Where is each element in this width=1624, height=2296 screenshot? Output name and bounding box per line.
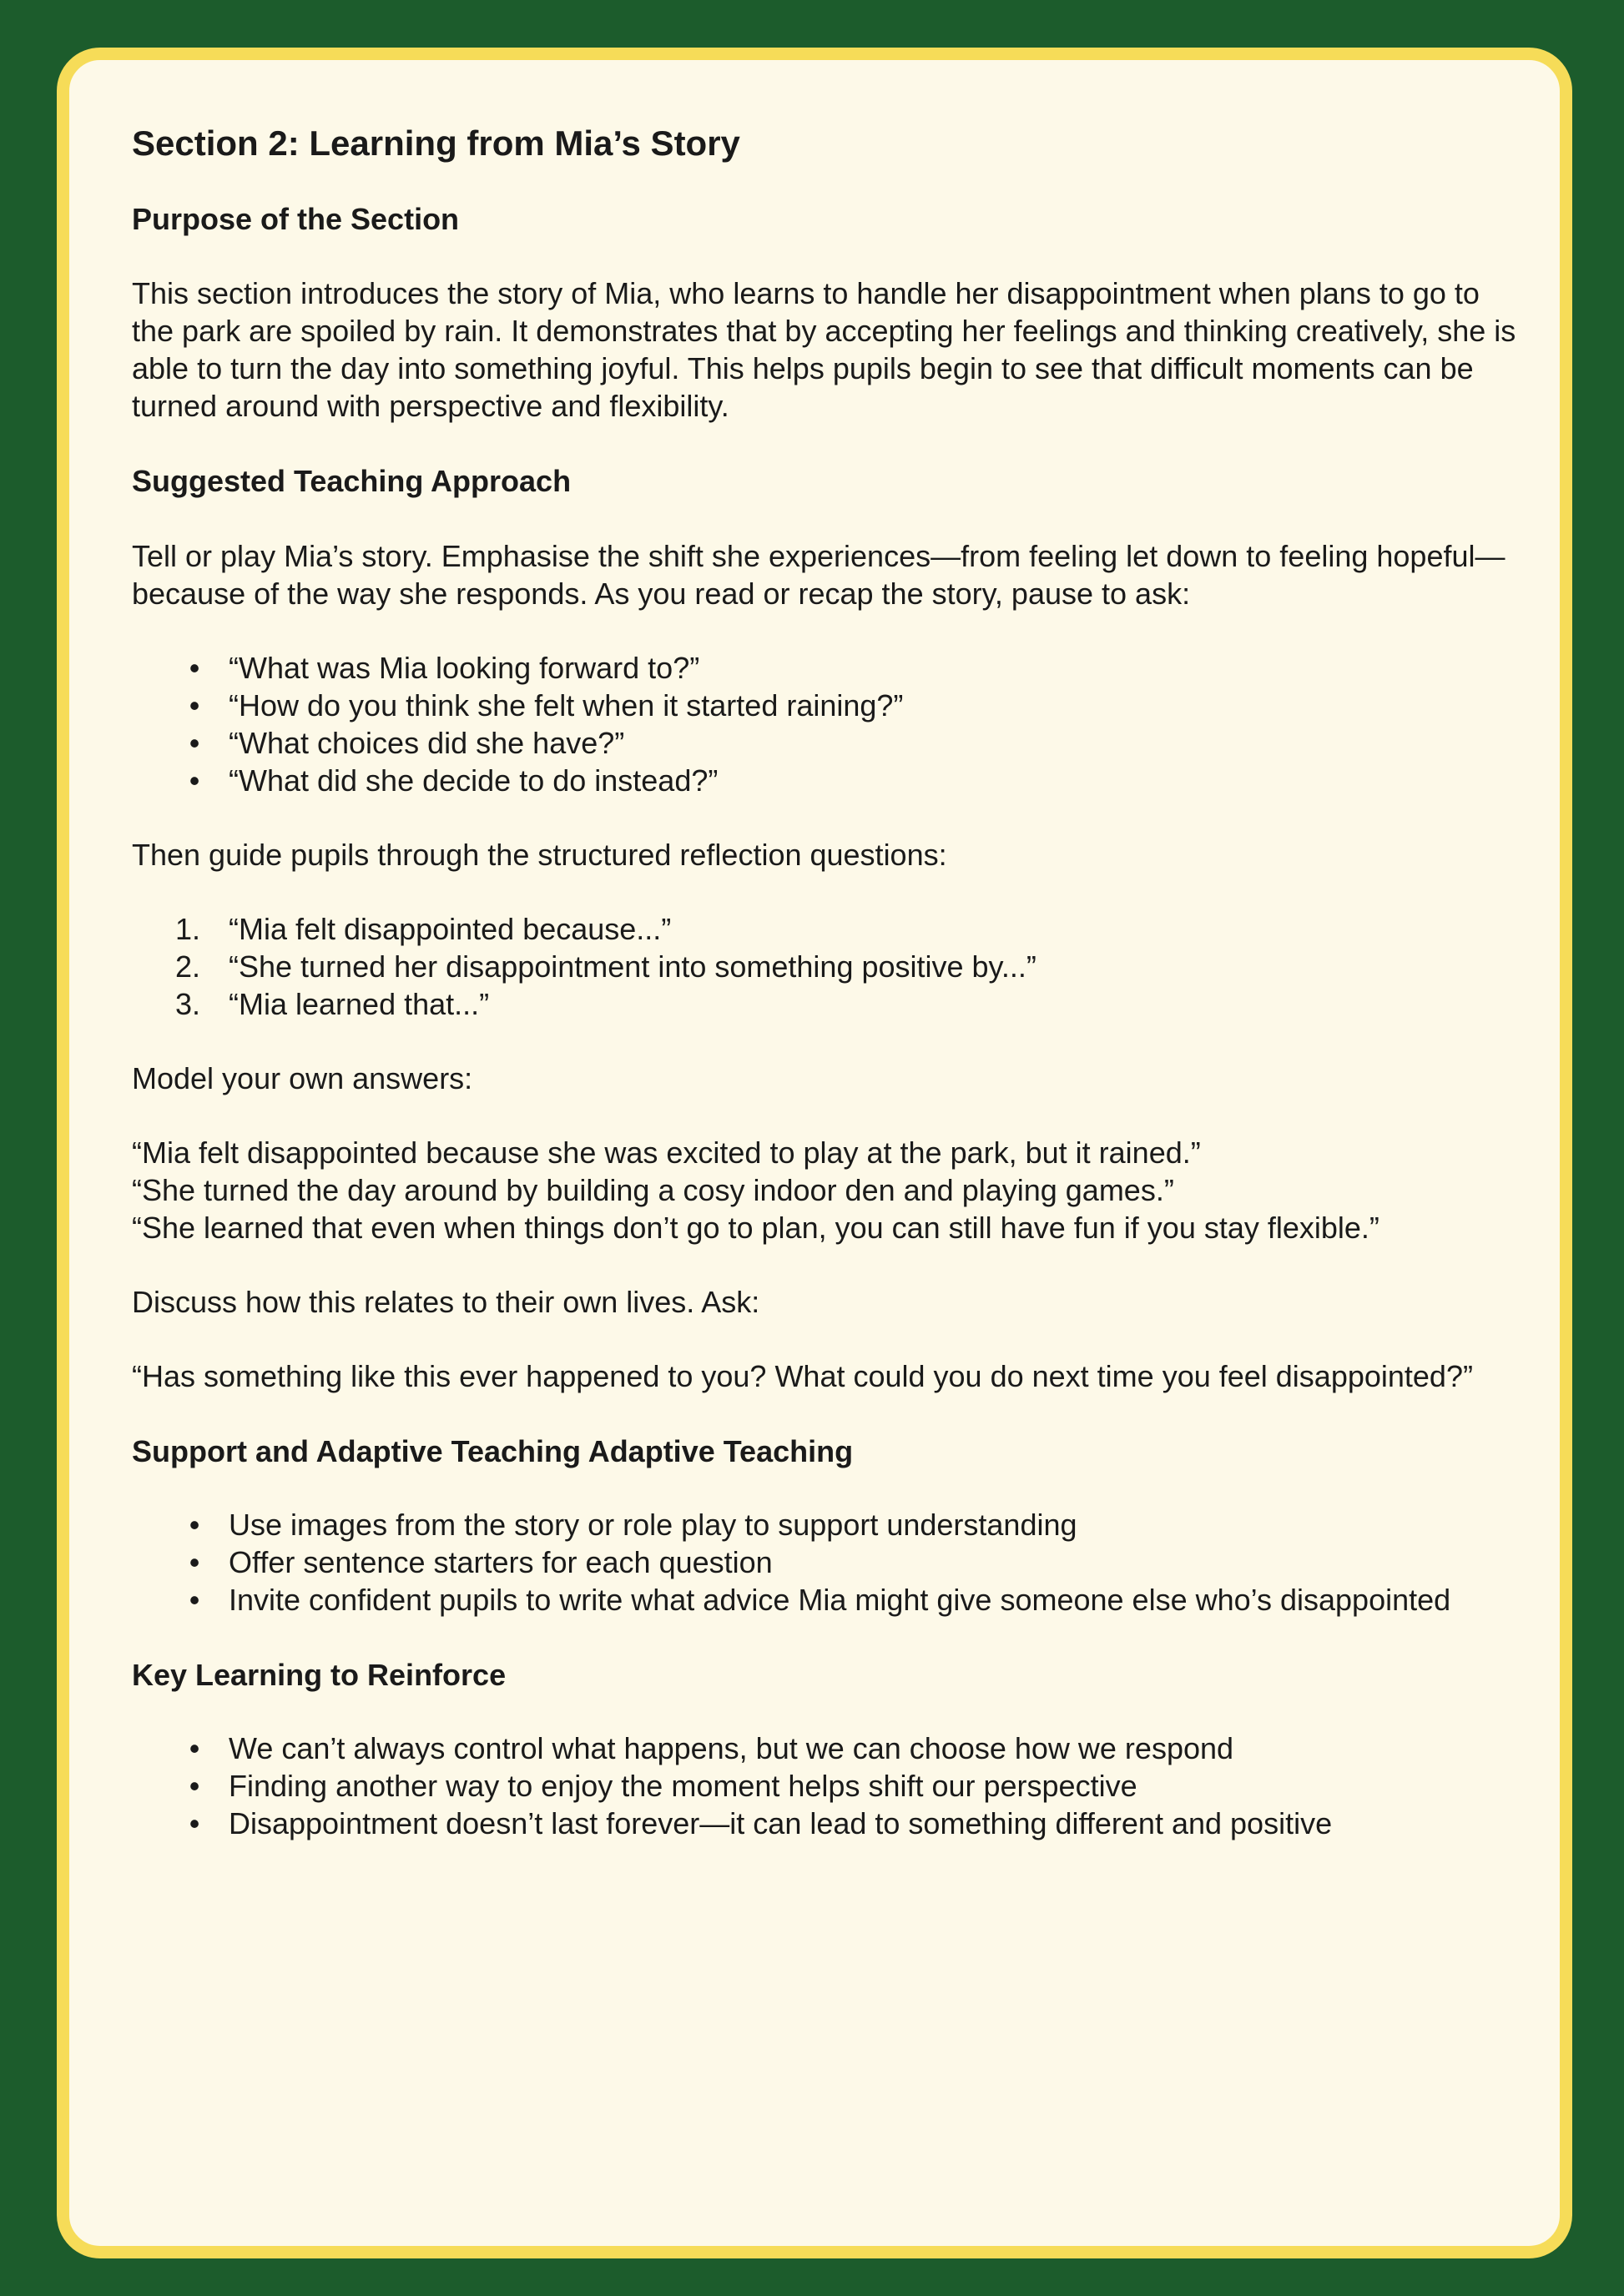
list-item-text: “What choices did she have?” [229,725,625,760]
list-item-text: “Mia felt disappointed because...” [229,911,672,946]
bullet-icon: • [189,725,200,760]
model-answers [132,1134,1517,1246]
list-item-text: “How do you think she felt when it started raining?” [229,687,904,723]
list-item [132,1730,1517,1767]
bullet-icon: • [189,763,200,798]
list-item-text: Offer sentence starters for each question [229,1544,773,1579]
approach-heading: Suggested Teaching Approach [132,463,572,498]
bullet-icon: • [189,1507,200,1542]
list-item-text: Use images from the story or role play to support understanding [229,1507,1077,1542]
model-answer: “Mia felt disappointed because she was excited to play at the park, but it rained.” [132,1135,1201,1170]
bullet-icon: • [189,1731,200,1766]
model-intro: Model your own answers: [132,1060,473,1095]
list-item [132,1506,1517,1543]
bullet-icon: • [189,1544,200,1579]
bullet-icon: • [189,687,200,723]
list-item [132,985,1517,1023]
list-item [132,724,1517,762]
list-item-text: We can’t always control what happens, but we can choose how we respond [229,1731,1234,1766]
purpose-text: This section introduces the story of Mia, who learns to handle her disappointment when plans to go to the park are spoiled by rain. It demonstrates that by accepting her feelings and thinking creatively, she is able to turn the day into something joyful. This helps pupils begin to see that difficult moments can be turned around with perspective and flexibility. [132,275,1516,423]
list-item-text: “What did she decide to do instead?” [229,763,719,798]
list-number: 1. [175,911,201,946]
model-answer: “She turned the day around by building a cosy indoor den and playing games.” [132,1172,1174,1207]
key-learning-heading: Key Learning to Reinforce [132,1657,507,1692]
list-item [132,910,1517,948]
list-item [132,1581,1517,1619]
purpose-heading: Purpose of the Section [132,202,460,237]
list-number: 2. [175,949,201,984]
bullet-icon: • [189,1582,200,1617]
list-item-text: “She turned her disappointment into something positive by...” [229,949,1036,984]
bullet-icon: • [189,1806,200,1841]
reflection-questions-list [132,910,1517,1023]
section-title: Section 2: Learning from Mia’s Story [132,123,740,163]
list-item-text: Invite confident pupils to write what advice Mia might give someone else who’s disappointed [229,1582,1451,1617]
key-learning-list [132,1730,1517,1842]
list-item [132,687,1517,724]
list-item [132,1767,1517,1805]
bullet-icon: • [189,1769,200,1804]
list-item [132,762,1517,799]
content-card [57,48,1572,2258]
discuss-question: “Has something like this ever happened to you? What could you do next time you feel disappointed?” [132,1358,1473,1393]
list-item [132,1543,1517,1581]
list-item [132,1805,1517,1842]
document-body [132,123,1517,1842]
model-answer: “She learned that even when things don’t go to plan, you can still have fun if you stay flexible.” [132,1210,1379,1245]
support-list [132,1506,1517,1619]
discuss-intro: Discuss how this relates to their own lives. Ask: [132,1284,760,1319]
reflection-intro: Then guide pupils through the structured reflection questions: [132,837,947,872]
approach-intro: Tell or play Mia’s story. Emphasise the shift she experiences—from feeling let down to feeling hopeful—because of the way she responds. As you read or recap the story, pause to ask: [132,538,1505,611]
pause-questions-list [132,649,1517,799]
list-item-text: Disappointment doesn’t last forever—it can lead to something different and positive [229,1806,1333,1841]
list-item-text: “Mia learned that...” [229,986,490,1021]
list-number: 3. [175,986,201,1021]
support-heading: Support and Adaptive Teaching Adaptive Teaching [132,1433,854,1468]
list-item [132,649,1517,687]
list-item-text: Finding another way to enjoy the moment helps shift our perspective [229,1769,1137,1804]
bullet-icon: • [189,650,200,685]
list-item [132,948,1517,985]
list-item-text: “What was Mia looking forward to?” [229,650,700,685]
